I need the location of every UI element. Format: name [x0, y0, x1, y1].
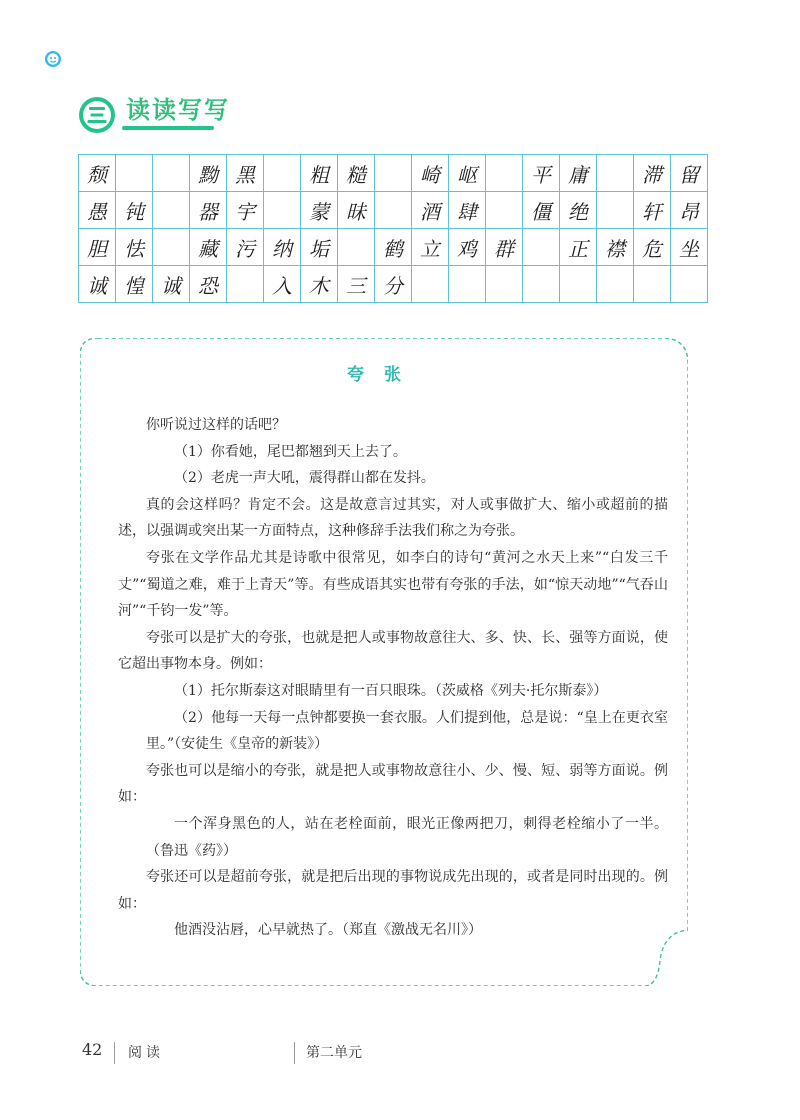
grid-cell: 鸡 [449, 229, 486, 266]
grid-cell [153, 229, 190, 266]
grid-cell [486, 266, 523, 303]
section-title-underline [122, 126, 214, 130]
grid-cell: 分 [375, 266, 412, 303]
footer-section-label: 阅读 [128, 1045, 164, 1061]
footer-divider [294, 1042, 295, 1064]
grid-cell: 黑 [227, 155, 264, 192]
grid-cell: 岖 [449, 155, 486, 192]
grid-cell [523, 229, 560, 266]
example-sentence: （1）托尔斯泰这对眼睛里有一百只眼珠。（茨威格《列夫·托尔斯泰》） [174, 682, 608, 699]
grid-cell [486, 155, 523, 192]
grid-cell: 黝 [190, 155, 227, 192]
grid-cell [597, 192, 634, 229]
example-sentence: （1）你看她，尾巴都翘到天上去了。 [174, 443, 407, 460]
grid-cell: 滞 [634, 155, 671, 192]
grid-cell: 愚 [79, 192, 116, 229]
quoted-example: 一个浑身黑色的人，站在老栓面前，眼光正像两把刀，刺得老栓缩小了一半。（鲁迅《药》） [146, 815, 668, 859]
grid-cell: 纳 [264, 229, 301, 266]
article-paragraph: 你听说过这样的话吧？ [146, 417, 286, 433]
grid-cell: 糙 [338, 155, 375, 192]
grid-cell: 轩 [634, 192, 671, 229]
grid-cell: 群 [486, 229, 523, 266]
grid-cell [153, 155, 190, 192]
grid-row [79, 192, 708, 229]
grid-cell [116, 155, 153, 192]
grid-cell: 惶 [116, 266, 153, 303]
grid-cell [412, 266, 449, 303]
article-paragraph: 夸张在文学作品尤其是诗歌中很常见，如李白的诗句“黄河之水天上来”“白发三千丈”“蜀道之难，难于上青天”等。有些成语其实也带有夸张的手法，如“惊天动地”“气吞山河”“千钧一发”等。 [118, 549, 668, 620]
grid-cell: 入 [264, 266, 301, 303]
grid-cell: 污 [227, 229, 264, 266]
grid-cell: 三 [338, 266, 375, 303]
example-sentence: （2）他每一天每一点钟都要换一套衣服。人们提到他，总是说：“皇上在更衣室里。”（安徒生《皇帝的新装》） [146, 709, 668, 753]
page-number: 42 [82, 1040, 103, 1059]
article-paragraph: 夸张可以是扩大的夸张，也就是把人或事物故意往大、多、快、长、强等方面说，使它超出事物本身。例如： [118, 629, 668, 673]
grid-cell: 鹤 [375, 229, 412, 266]
grid-cell [264, 155, 301, 192]
numeral-three-badge-icon [78, 96, 116, 134]
grid-cell: 木 [301, 266, 338, 303]
footer-unit-label: 第二单元 [306, 1045, 362, 1061]
grid-cell [486, 192, 523, 229]
grid-cell: 僵 [523, 192, 560, 229]
grid-cell: 绝 [560, 192, 597, 229]
grid-row [79, 266, 708, 303]
article-paragraph: 夸张还可以是超前夸张，就是把后出现的事物说成先出现的，或者是同时出现的。例如： [118, 869, 668, 912]
example-sentence: （2）老虎一声大吼，震得群山都在发抖。 [174, 470, 435, 487]
article-body [118, 412, 668, 944]
grid-cell [264, 192, 301, 229]
grid-cell: 怯 [116, 229, 153, 266]
vocabulary-grid [78, 154, 708, 303]
grid-cell: 器 [190, 192, 227, 229]
article-paragraph: 真的会这样吗？肯定不会。这是故意言过其实，对人或事做扩大、缩小或超前的描述，以强调或突出某一方面特点，这种修辞手法我们称之为夸张。 [118, 496, 668, 540]
grid-cell [153, 192, 190, 229]
grid-cell: 平 [523, 155, 560, 192]
grid-cell: 藏 [190, 229, 227, 266]
grid-cell: 庸 [560, 155, 597, 192]
article-panel [80, 338, 688, 986]
quoted-example: 他酒没沾唇，心早就热了。（郑直《激战无名川》） [174, 922, 482, 939]
grid-cell: 蒙 [301, 192, 338, 229]
grid-cell: 危 [634, 229, 671, 266]
grid-cell: 昧 [338, 192, 375, 229]
grid-cell [597, 266, 634, 303]
grid-cell: 恐 [190, 266, 227, 303]
grid-cell: 酒 [412, 192, 449, 229]
grid-cell [597, 155, 634, 192]
grid-cell: 诚 [79, 266, 116, 303]
grid-cell [375, 192, 412, 229]
grid-cell: 崎 [412, 155, 449, 192]
smiley-icon [44, 50, 62, 68]
grid-cell: 钝 [116, 192, 153, 229]
grid-cell: 襟 [597, 229, 634, 266]
grid-cell: 坐 [671, 229, 708, 266]
grid-cell [634, 266, 671, 303]
footer-divider [114, 1042, 115, 1064]
grid-cell: 颓 [79, 155, 116, 192]
grid-cell: 立 [412, 229, 449, 266]
grid-cell: 肆 [449, 192, 486, 229]
grid-cell [227, 266, 264, 303]
grid-cell [560, 266, 597, 303]
article-paragraph: 夸张也可以是缩小的夸张，就是把人或事物故意往小、少、慢、短、弱等方面说。例如： [118, 762, 668, 806]
grid-cell: 粗 [301, 155, 338, 192]
grid-row [79, 155, 708, 192]
section-title: 读读写写 [126, 96, 230, 124]
grid-cell [449, 266, 486, 303]
grid-cell: 宇 [227, 192, 264, 229]
grid-cell [338, 229, 375, 266]
grid-cell: 正 [560, 229, 597, 266]
grid-cell: 胆 [79, 229, 116, 266]
grid-cell [375, 155, 412, 192]
grid-cell: 垢 [301, 229, 338, 266]
grid-cell: 诚 [153, 266, 190, 303]
article-title: 夸张 [347, 365, 421, 385]
grid-cell [671, 266, 708, 303]
grid-cell: 留 [671, 155, 708, 192]
grid-cell: 昂 [671, 192, 708, 229]
grid-cell [523, 266, 560, 303]
grid-row [79, 229, 708, 266]
